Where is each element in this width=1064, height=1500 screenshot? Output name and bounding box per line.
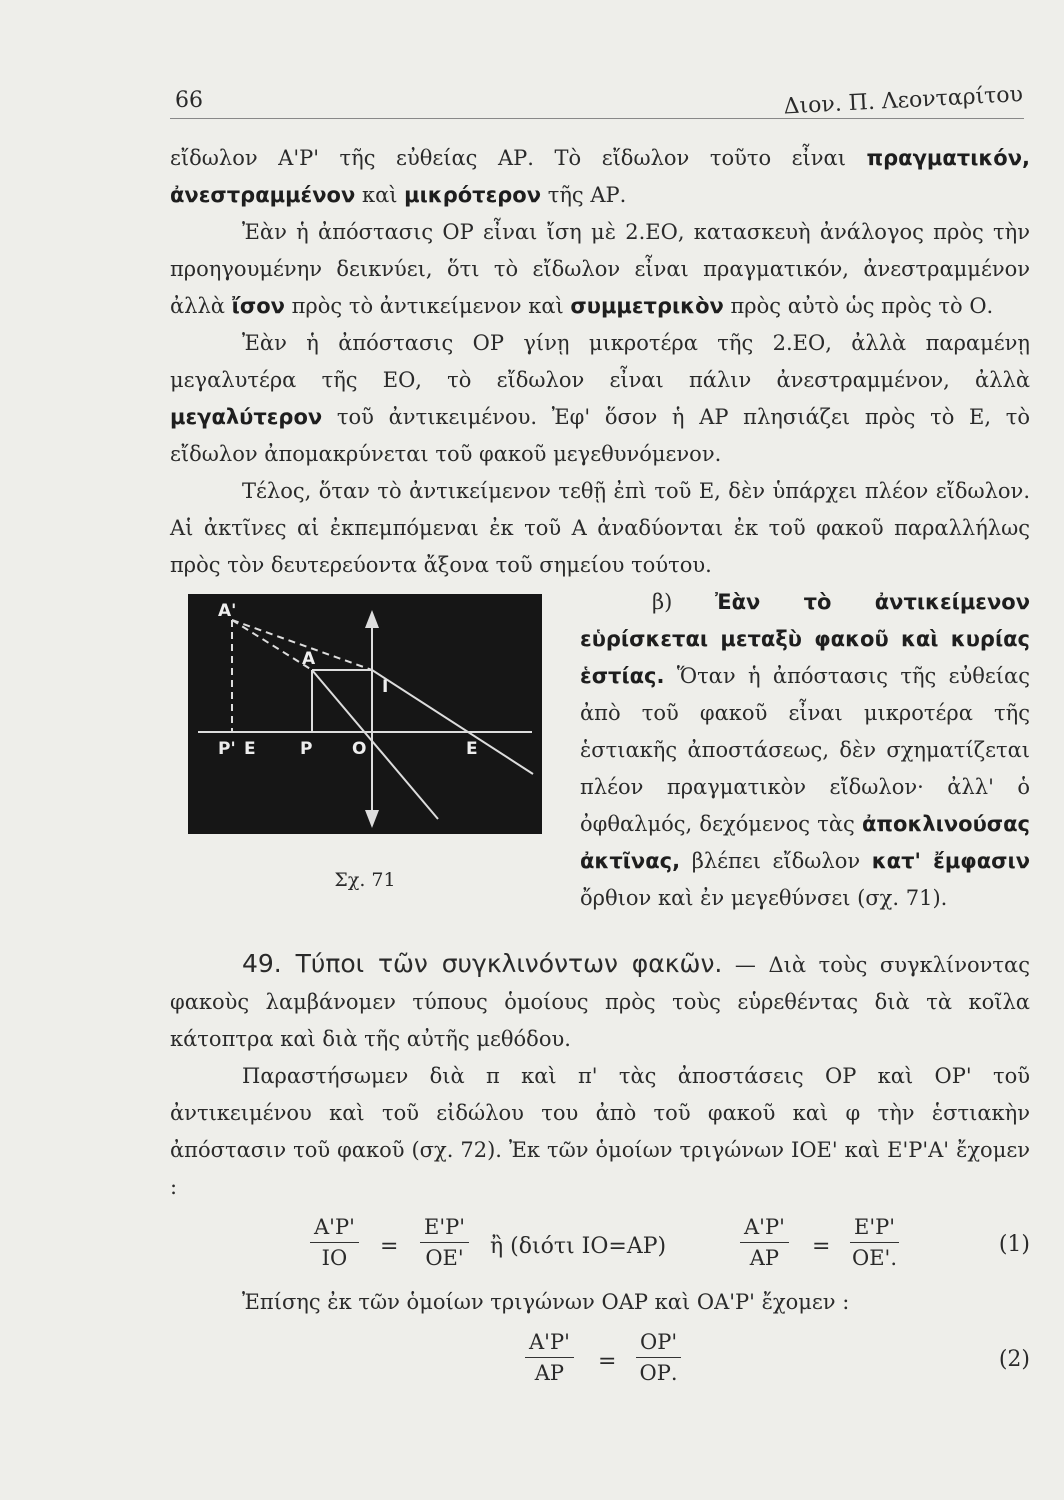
numerator: Α'Ρ' — [525, 1327, 574, 1358]
paragraph-4 — [170, 473, 1030, 584]
numerator: Ε'Ρ' — [850, 1212, 899, 1243]
figure-background — [188, 594, 542, 834]
paragraph-1 — [170, 140, 1030, 214]
label-a-prime: Α' — [218, 601, 237, 621]
equation-1 — [170, 1210, 1030, 1280]
bold-text: συμμετρικὸν — [570, 294, 724, 318]
fraction — [310, 1212, 359, 1273]
header-rule — [170, 118, 1024, 119]
label-i: Ι — [382, 677, 389, 697]
bold-text: Ἐὰν τὸ ἀντικείμενον εὑρίσκεται μεταξὺ φακοῦ καὶ κυρίας ἑστίας. — [580, 590, 1031, 688]
numerator: Ε'Ρ' — [420, 1212, 469, 1243]
label-e-right: Ε — [466, 739, 478, 759]
equation-number: (2) — [998, 1347, 1030, 1372]
text: εἴδωλον Α'Ρ' τῆς εὐθείας ΑΡ. Τὸ εἴδωλον τοῦτο εἶναι — [170, 146, 867, 170]
equation-number: (1) — [998, 1232, 1030, 1257]
label-p-prime: Ρ' — [218, 739, 236, 759]
bold-text: ἴσον — [231, 294, 285, 318]
numerator: Α'Ρ' — [740, 1212, 789, 1243]
text: βλέπει εἴδωλον — [680, 849, 872, 873]
paragraph-2 — [170, 214, 1030, 325]
label-a: Α — [302, 649, 316, 669]
equals-sign: = — [380, 1234, 399, 1259]
text: β) — [652, 590, 715, 614]
bold-text: ἀποκλινούσας ἀκτῖνας, — [580, 812, 1030, 873]
bold-text: κατ' ἔμφασιν — [871, 849, 1031, 873]
fraction — [420, 1212, 469, 1273]
text: τοῦ ἀντικειμένου. Ἐφ' ὅσον ἡ ΑΡ πλησιάζει πρὸς τὸ Ε, τὸ εἴδωλον ἀπομακρύνεται τοῦ φακοῦ μεγεθυνόμενον. — [170, 405, 1030, 466]
text: Ὅταν ἡ ἀπόστασις τῆς εὐθείας ἀπὸ τοῦ φακοῦ εἶναι μικροτέρα τῆς ἑστιακῆς ἀποστάσεως, δὲν σχηματίζεται πλέον πραγματικὸν εἴδωλον· ἀλλ' ὁ ὀφθαλμός, δεχόμενος τὰς — [580, 664, 1030, 836]
text: πρὸς τὸ ἀντικείμενον καὶ — [284, 294, 571, 318]
numerator: ΟΡ' — [636, 1327, 681, 1358]
paragraph-6: Παραστήσωμεν διὰ π καὶ π' τὰς ἀποστάσεις ΟΡ καὶ ΟΡ' τοῦ ἀντικειμένου καὶ τοῦ εἰδώλου του ἀπὸ τοῦ φακοῦ καὶ φ τὴν ἑστιακὴν ἀπόστασιν τοῦ φακοῦ (σχ. 72). Ἐκ τῶν ὁμοίων τριγώνων ΙΟΕ' καὶ Ε'Ρ'Α' ἔχομεν : — [170, 1064, 1030, 1199]
page-number: 66 — [175, 88, 203, 113]
text: πρὸς αὐτὸ ὡς πρὸς τὸ Ο. — [723, 294, 994, 318]
bold-text: πραγματικόν, ἀνεστραμμένον — [170, 146, 1030, 207]
paragraph-3 — [170, 325, 1030, 473]
text: καὶ — [355, 183, 405, 207]
fraction — [525, 1327, 574, 1388]
section-text: — Διὰ τοὺς συγκλίνοντας φακοὺς λαμβάνομεν τύπους ὁμοίους πρὸς τοὺς εὑρεθέντας διὰ τὰ κοῖλα κάτοπτρα καὶ διὰ τῆς αὐτῆς μεθόδου. — [170, 953, 1030, 1051]
paragraph-7: Ἐπίσης ἐκ τῶν ὁμοίων τριγώνων ΟΑΡ καὶ ΟΑ'Ρ' ἔχομεν : — [242, 1290, 850, 1314]
denominator: ΟΕ'. — [852, 1246, 897, 1270]
numerator: Α'Ρ' — [310, 1212, 359, 1243]
equation-note: ἢ (διότι ΙΟ=ΑΡ) — [490, 1234, 667, 1259]
equals-sign: = — [598, 1349, 617, 1374]
page-header — [170, 78, 1024, 118]
bold-text: μικρότερον — [404, 183, 542, 207]
label-p: Ρ — [300, 739, 313, 759]
label-e-left: Ε — [244, 739, 256, 759]
denominator: ΙΟ — [321, 1246, 348, 1270]
text: ὄρθιον καὶ ἐν μεγεθύνσει (σχ. 71). — [580, 886, 948, 910]
fraction — [850, 1212, 899, 1273]
lens-diagram — [188, 594, 542, 834]
figure-71 — [170, 594, 560, 899]
denominator: ΟΡ. — [639, 1361, 678, 1385]
bold-text: μεγαλύτερον — [170, 405, 323, 429]
fraction — [740, 1212, 789, 1273]
equals-sign: = — [812, 1234, 831, 1259]
denominator: ΑΡ — [749, 1246, 780, 1270]
running-title: Διον. Π. Λεονταρίτου — [783, 82, 1024, 120]
text: Τέλος, ὅταν τὸ ἀντικείμενον τεθῇ ἐπὶ τοῦ Ε, δὲν ὑπάρχει πλέον εἴδωλον. Αἱ ἀκτῖνες αἱ ἐκπεμπόμεναι ἐκ τοῦ Α ἀναδύονται ἐκ τοῦ φακοῦ παραλλήλως πρὸς τὸν δευτερεύοντα ἄξονα τοῦ σημείου τούτου. — [170, 479, 1030, 577]
figure-caption: Σχ. 71 — [334, 869, 396, 891]
denominator: ΑΡ — [534, 1361, 565, 1385]
denominator: ΟΕ' — [425, 1246, 464, 1270]
text: Ἐὰν ἡ ἀπόστασις ΟΡ εἶναι ἴση μὲ 2.ΕΟ, κατασκευὴ ἀνάλογος πρὸς τὴν προηγουμένην δεικνύει, ὅτι τὸ εἴδωλον εἶναι πραγματικόν, ἀνεστραμμένον ἀλλὰ — [170, 220, 1030, 318]
fraction — [636, 1327, 681, 1388]
text: τῆς ΑΡ. — [541, 183, 627, 207]
page-body — [170, 140, 1030, 1399]
section-title: 49. Τύποι τῶν συγκλινόντων φακῶν. — [242, 949, 723, 978]
text: Ἐὰν ἡ ἀπόστασις ΟΡ γίνῃ μικροτέρα τῆς 2.ΕΟ, ἀλλὰ παραμένῃ μεγαλυτέρα τῆς ΕΟ, τὸ εἴδωλον εἶναι πάλιν ἀνεστραμμένον, ἀλλὰ — [170, 331, 1030, 392]
label-o: Ο — [352, 739, 367, 759]
section-49-heading — [170, 945, 1030, 1058]
equation-2 — [170, 1325, 1030, 1395]
